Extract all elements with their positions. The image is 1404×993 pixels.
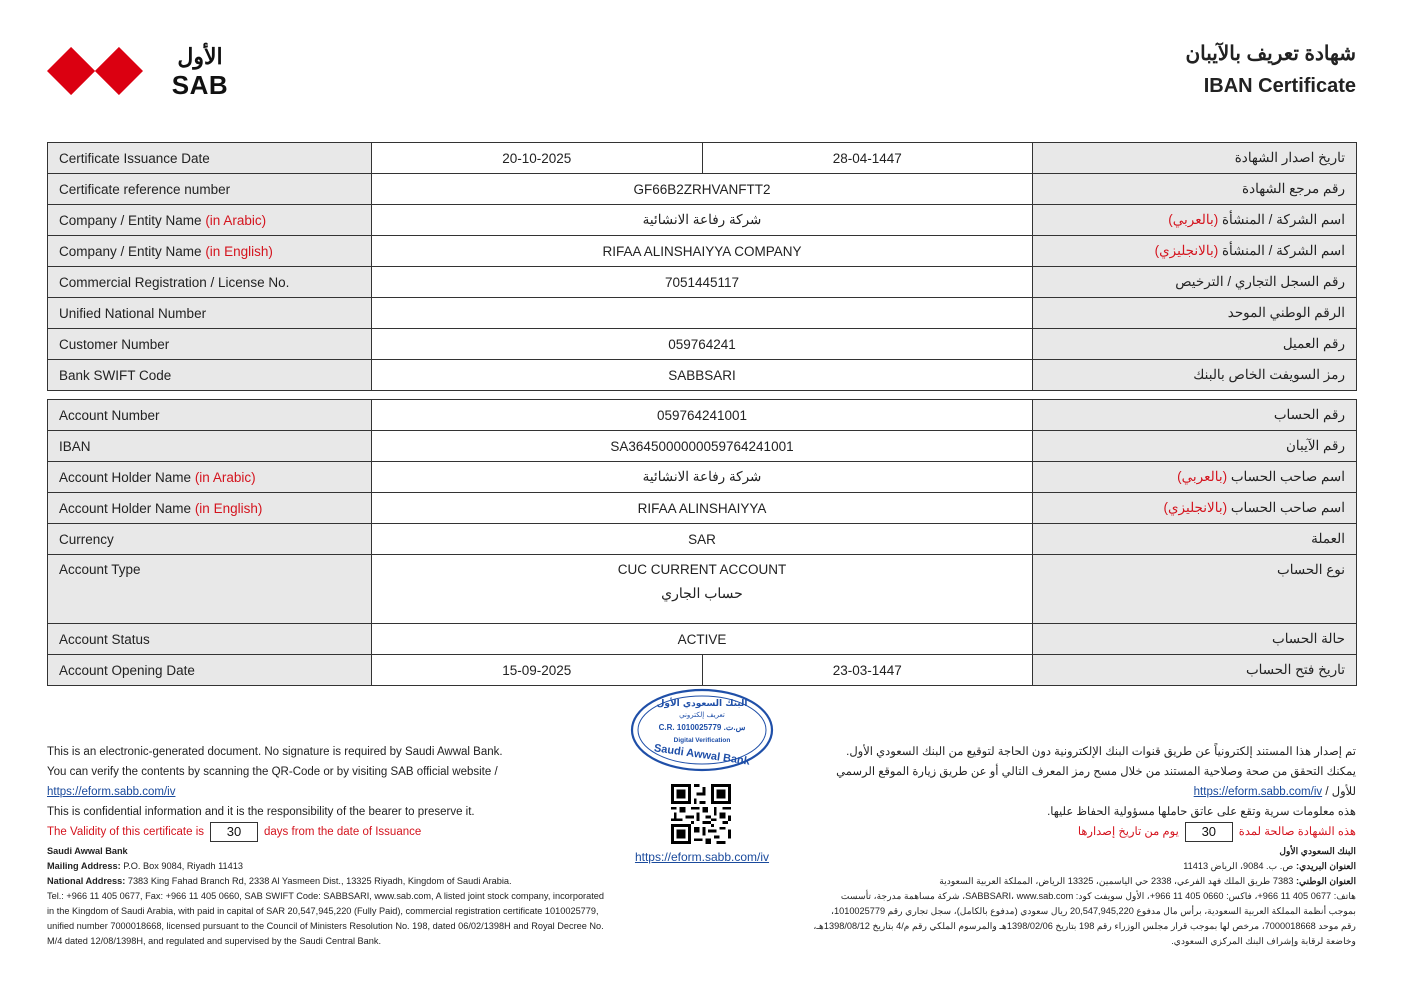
label-iban-ar: رقم الآيبان bbox=[1033, 431, 1357, 462]
label-holder-arabic-ar: اسم صاحب الحساب (بالعربي) bbox=[1033, 462, 1357, 493]
label-account-type: Account Type bbox=[48, 555, 372, 624]
reference-number: GF66B2ZRHVANFTT2 bbox=[372, 174, 1033, 205]
table-row bbox=[48, 143, 1357, 174]
cr-number: 7051445117 bbox=[372, 267, 1033, 298]
table-row bbox=[48, 298, 1357, 329]
label-company-arabic: Company / Entity Name (in Arabic) bbox=[48, 205, 372, 236]
label-currency-ar: العملة bbox=[1033, 524, 1357, 555]
label-unified-ar: الرقم الوطني الموحد bbox=[1033, 298, 1357, 329]
account-number: 059764241001 bbox=[372, 400, 1033, 431]
table-row bbox=[48, 174, 1357, 205]
label-issuance-date: Certificate Issuance Date bbox=[48, 143, 372, 174]
page-title: IBAN Certificate bbox=[1203, 75, 1356, 97]
validity-days-box: 30 bbox=[210, 822, 258, 842]
label-reference-ar: رقم مرجع الشهادة bbox=[1033, 174, 1357, 205]
account-type-arabic: حساب الجاري bbox=[661, 585, 743, 601]
footer-line-electronic: This is an electronic-generated document. No signature is required by Saudi Awwal Bank. bbox=[47, 746, 503, 758]
opening-date-gregorian: 15-09-2025 bbox=[372, 655, 703, 686]
label-account-status: Account Status bbox=[48, 624, 372, 655]
table-row bbox=[48, 236, 1357, 267]
issuance-date-gregorian: 20-10-2025 bbox=[372, 143, 703, 174]
stamp-cr-text: C.R. 1010025779 .س.ت bbox=[658, 723, 746, 732]
footer-line-confidential-ar: هذه معلومات سرية وتقع على عاتق حاملها مسؤولية الحفاظ عليها. bbox=[1047, 806, 1356, 818]
table-row bbox=[48, 329, 1357, 360]
qr-verify-link[interactable]: https://eform.sabb.com/iv bbox=[634, 850, 770, 864]
label-holder-arabic: Account Holder Name (in Arabic) bbox=[48, 462, 372, 493]
footer-line-verify: You can verify the contents by scanning the QR-Code or by visiting SAB official website / bbox=[47, 766, 498, 778]
page-title-arabic: شهادة تعريف بالآيبان bbox=[1185, 43, 1356, 65]
logo-arabic-text: الأول bbox=[177, 44, 223, 69]
sab-hexagon-icon bbox=[47, 44, 143, 98]
company-name-english: RIFAA ALINSHAIYYA COMPANY bbox=[372, 236, 1033, 267]
label-cr-ar: رقم السجل التجاري / الترخيص bbox=[1033, 267, 1357, 298]
stamp-bank-text: Saudi Awwal Bank bbox=[653, 742, 751, 768]
label-currency: Currency bbox=[48, 524, 372, 555]
table-row bbox=[48, 205, 1357, 236]
holder-name-english: RIFAA ALINSHAIYYA bbox=[372, 493, 1033, 524]
swift-code: SABBSARI bbox=[372, 360, 1033, 391]
unified-number bbox=[372, 298, 1033, 329]
label-account-status-ar: حالة الحساب bbox=[1033, 624, 1357, 655]
label-issuance-date-ar: تاريخ اصدار الشهادة bbox=[1033, 143, 1357, 174]
label-swift-ar: رمز السويفت الخاص بالبنك bbox=[1033, 360, 1357, 391]
label-reference: Certificate reference number bbox=[48, 174, 372, 205]
footer-notes-arabic: تم إصدار هذا المستند إلكترونياً عن طريق قنوات البنك الإلكترونية دون الحاجة لتوقيع من البنك السعودي الأول. يمكنك التحقق من صحة وصلاحية المستند من خلال مسح رمز المعرف التالي أو عن طريق زيارة الموقع الرسمي للأول / https://eform.sabb.com/iv هذه معلومات سرية وتقع على عاتق حاملها مسؤولية الحفاظ عليها. هذه الشهادة صالحة لمدة30يوم من تاريخ إصدارها bbox=[836, 742, 1356, 842]
label-customer-ar: رقم العميل bbox=[1033, 329, 1357, 360]
company-name-arabic: شركة رفاعة الانشائية bbox=[372, 205, 1033, 236]
label-opening-date: Account Opening Date bbox=[48, 655, 372, 686]
customer-number: 059764241 bbox=[372, 329, 1033, 360]
table-row bbox=[48, 431, 1357, 462]
validity-days-box-ar: 30 bbox=[1185, 822, 1233, 842]
qr-code-icon[interactable] bbox=[671, 784, 731, 844]
footer-line-verify-ar: يمكنك التحقق من صحة وصلاحية المستند من خلال مسح رمز المعرف التالي أو عن طريق زيارة الموقع الرسمي bbox=[836, 766, 1356, 778]
account-info-table bbox=[47, 399, 1357, 686]
table-row bbox=[48, 462, 1357, 493]
table-row bbox=[48, 624, 1357, 655]
table-row bbox=[48, 655, 1357, 686]
label-account-type-ar: نوع الحساب bbox=[1033, 555, 1357, 624]
verify-link-arabic[interactable]: https://eform.sabb.com/iv bbox=[1193, 786, 1323, 798]
label-swift: Bank SWIFT Code bbox=[48, 360, 372, 391]
label-account-number-ar: رقم الحساب bbox=[1033, 400, 1357, 431]
stamp-verify-text: Digital Verification bbox=[673, 737, 731, 744]
opening-date-hijri: 23-03-1447 bbox=[702, 655, 1033, 686]
label-company-arabic-ar: اسم الشركة / المنشأة (بالعربي) bbox=[1033, 205, 1357, 236]
stamp-top-text: البنك السعودي الأول bbox=[656, 699, 748, 709]
label-account-number: Account Number bbox=[48, 400, 372, 431]
label-iban: IBAN bbox=[48, 431, 372, 462]
logo-english-text: SAB bbox=[171, 70, 229, 100]
label-customer: Customer Number bbox=[48, 329, 372, 360]
footer-line-confidential: This is confidential information and it is the responsibility of the bearer to preserve it. bbox=[47, 806, 475, 818]
stamp-line2-text: تعريف إلكتروني bbox=[679, 711, 725, 719]
holder-name-arabic: شركة رفاعة الانشائية bbox=[372, 462, 1033, 493]
account-type-english: CUC CURRENT ACCOUNT bbox=[617, 562, 787, 577]
table-row bbox=[48, 267, 1357, 298]
table-row bbox=[48, 400, 1357, 431]
footer-line-electronic-ar: تم إصدار هذا المستند إلكترونياً عن طريق قنوات البنك الإلكترونية دون الحاجة لتوقيع من البنك السعودي الأول. bbox=[846, 746, 1356, 758]
header bbox=[0, 0, 1404, 130]
certificate-info-table bbox=[47, 142, 1357, 391]
bank-legal-info-english: Saudi Awwal Bank Mailing Address: P.O. Box 9084, Riyadh 11413 National Address: 7383 King Fahad Branch Rd, 2338 Al Yasmeen Dist., 13325 Riyadh, Kingdom of Saudi Arabia. Tel.: +966 11 405 0677, Fax: +966 11 405 0660, SAB SWIFT Code: SABBSARI, www.sab.com, A listed joint stock company, incorporated in the Kingdom of Saudi Arabia, with paid in capital of SAR 20,547,945,220 (Fully Paid), commercial registration certificate 1010025779, unified number 7000018668, licensed pursuant to the Council of Ministers Resolution No. 198, dated 06/02/1398H and Royal Decree No. M/4 dated 12/08/1398H, and regulated and supervised by the Saudi Central Bank. bbox=[47, 846, 604, 946]
verify-link-english[interactable]: https://eform.sabb.com/iv bbox=[47, 786, 176, 798]
validity-notice: The Validity of this certificate is 30 days from the date of Issuance bbox=[47, 822, 567, 842]
sab-logo bbox=[47, 44, 229, 100]
account-type-value bbox=[372, 555, 1033, 624]
validity-notice-ar: هذه الشهادة صالحة لمدة30يوم من تاريخ إصدارها bbox=[836, 822, 1356, 842]
label-company-english-ar: اسم الشركة / المنشأة (بالانجليزي) bbox=[1033, 236, 1357, 267]
iban-value: SA3645000000059764241001 bbox=[372, 431, 1033, 462]
label-holder-english-ar: اسم صاحب الحساب (بالانجليزي) bbox=[1033, 493, 1357, 524]
table-row bbox=[48, 493, 1357, 524]
label-unified: Unified National Number bbox=[48, 298, 372, 329]
issuance-date-hijri: 28-04-1447 bbox=[702, 143, 1033, 174]
table-row bbox=[48, 524, 1357, 555]
label-holder-english: Account Holder Name (in English) bbox=[48, 493, 372, 524]
label-company-english: Company / Entity Name (in English) bbox=[48, 236, 372, 267]
currency-value: SAR bbox=[372, 524, 1033, 555]
digital-verification-stamp bbox=[630, 688, 774, 772]
label-cr: Commercial Registration / License No. bbox=[48, 267, 372, 298]
label-opening-date-ar: تاريخ فتح الحساب bbox=[1033, 655, 1357, 686]
account-status-value: ACTIVE bbox=[372, 624, 1033, 655]
footer-notes-english bbox=[47, 742, 567, 842]
table-row bbox=[48, 555, 1357, 624]
bank-legal-info-arabic: البنك السعودي الأول العنوان البريدي: ص. ب. 9084، الرياض 11413 العنوان الوطني: 7383 طريق الملك فهد الفرعي، 2338 حي الياسمين، 13325 الرياض، المملكة العربية السعودية هاتف: 0677 405 11 966+، فاكس: 0660 405 11 966+، الأول سويفت كود: SABBSARI، www.sab.com، شركة مساهمة مدرجة، تأسست بموجب أنظمة المملكة العربية السعودية، برأس مال مدفوع 20,547,945,220 ريال سعودي (مدفوع بالكامل)، سجل تجاري رقم 1010025779، رقم موحد 7000018668، مرخص لها بموجب قرار مجلس الوزراء رقم 198 بتاريخ 1398/02/06هـ والمرسوم الملكي رقم م/4 بتاريخ 1398/08/12هـ، وخاضعة لرقابة وإشراف البنك المركزي السعودي. bbox=[813, 846, 1356, 946]
table-row bbox=[48, 360, 1357, 391]
